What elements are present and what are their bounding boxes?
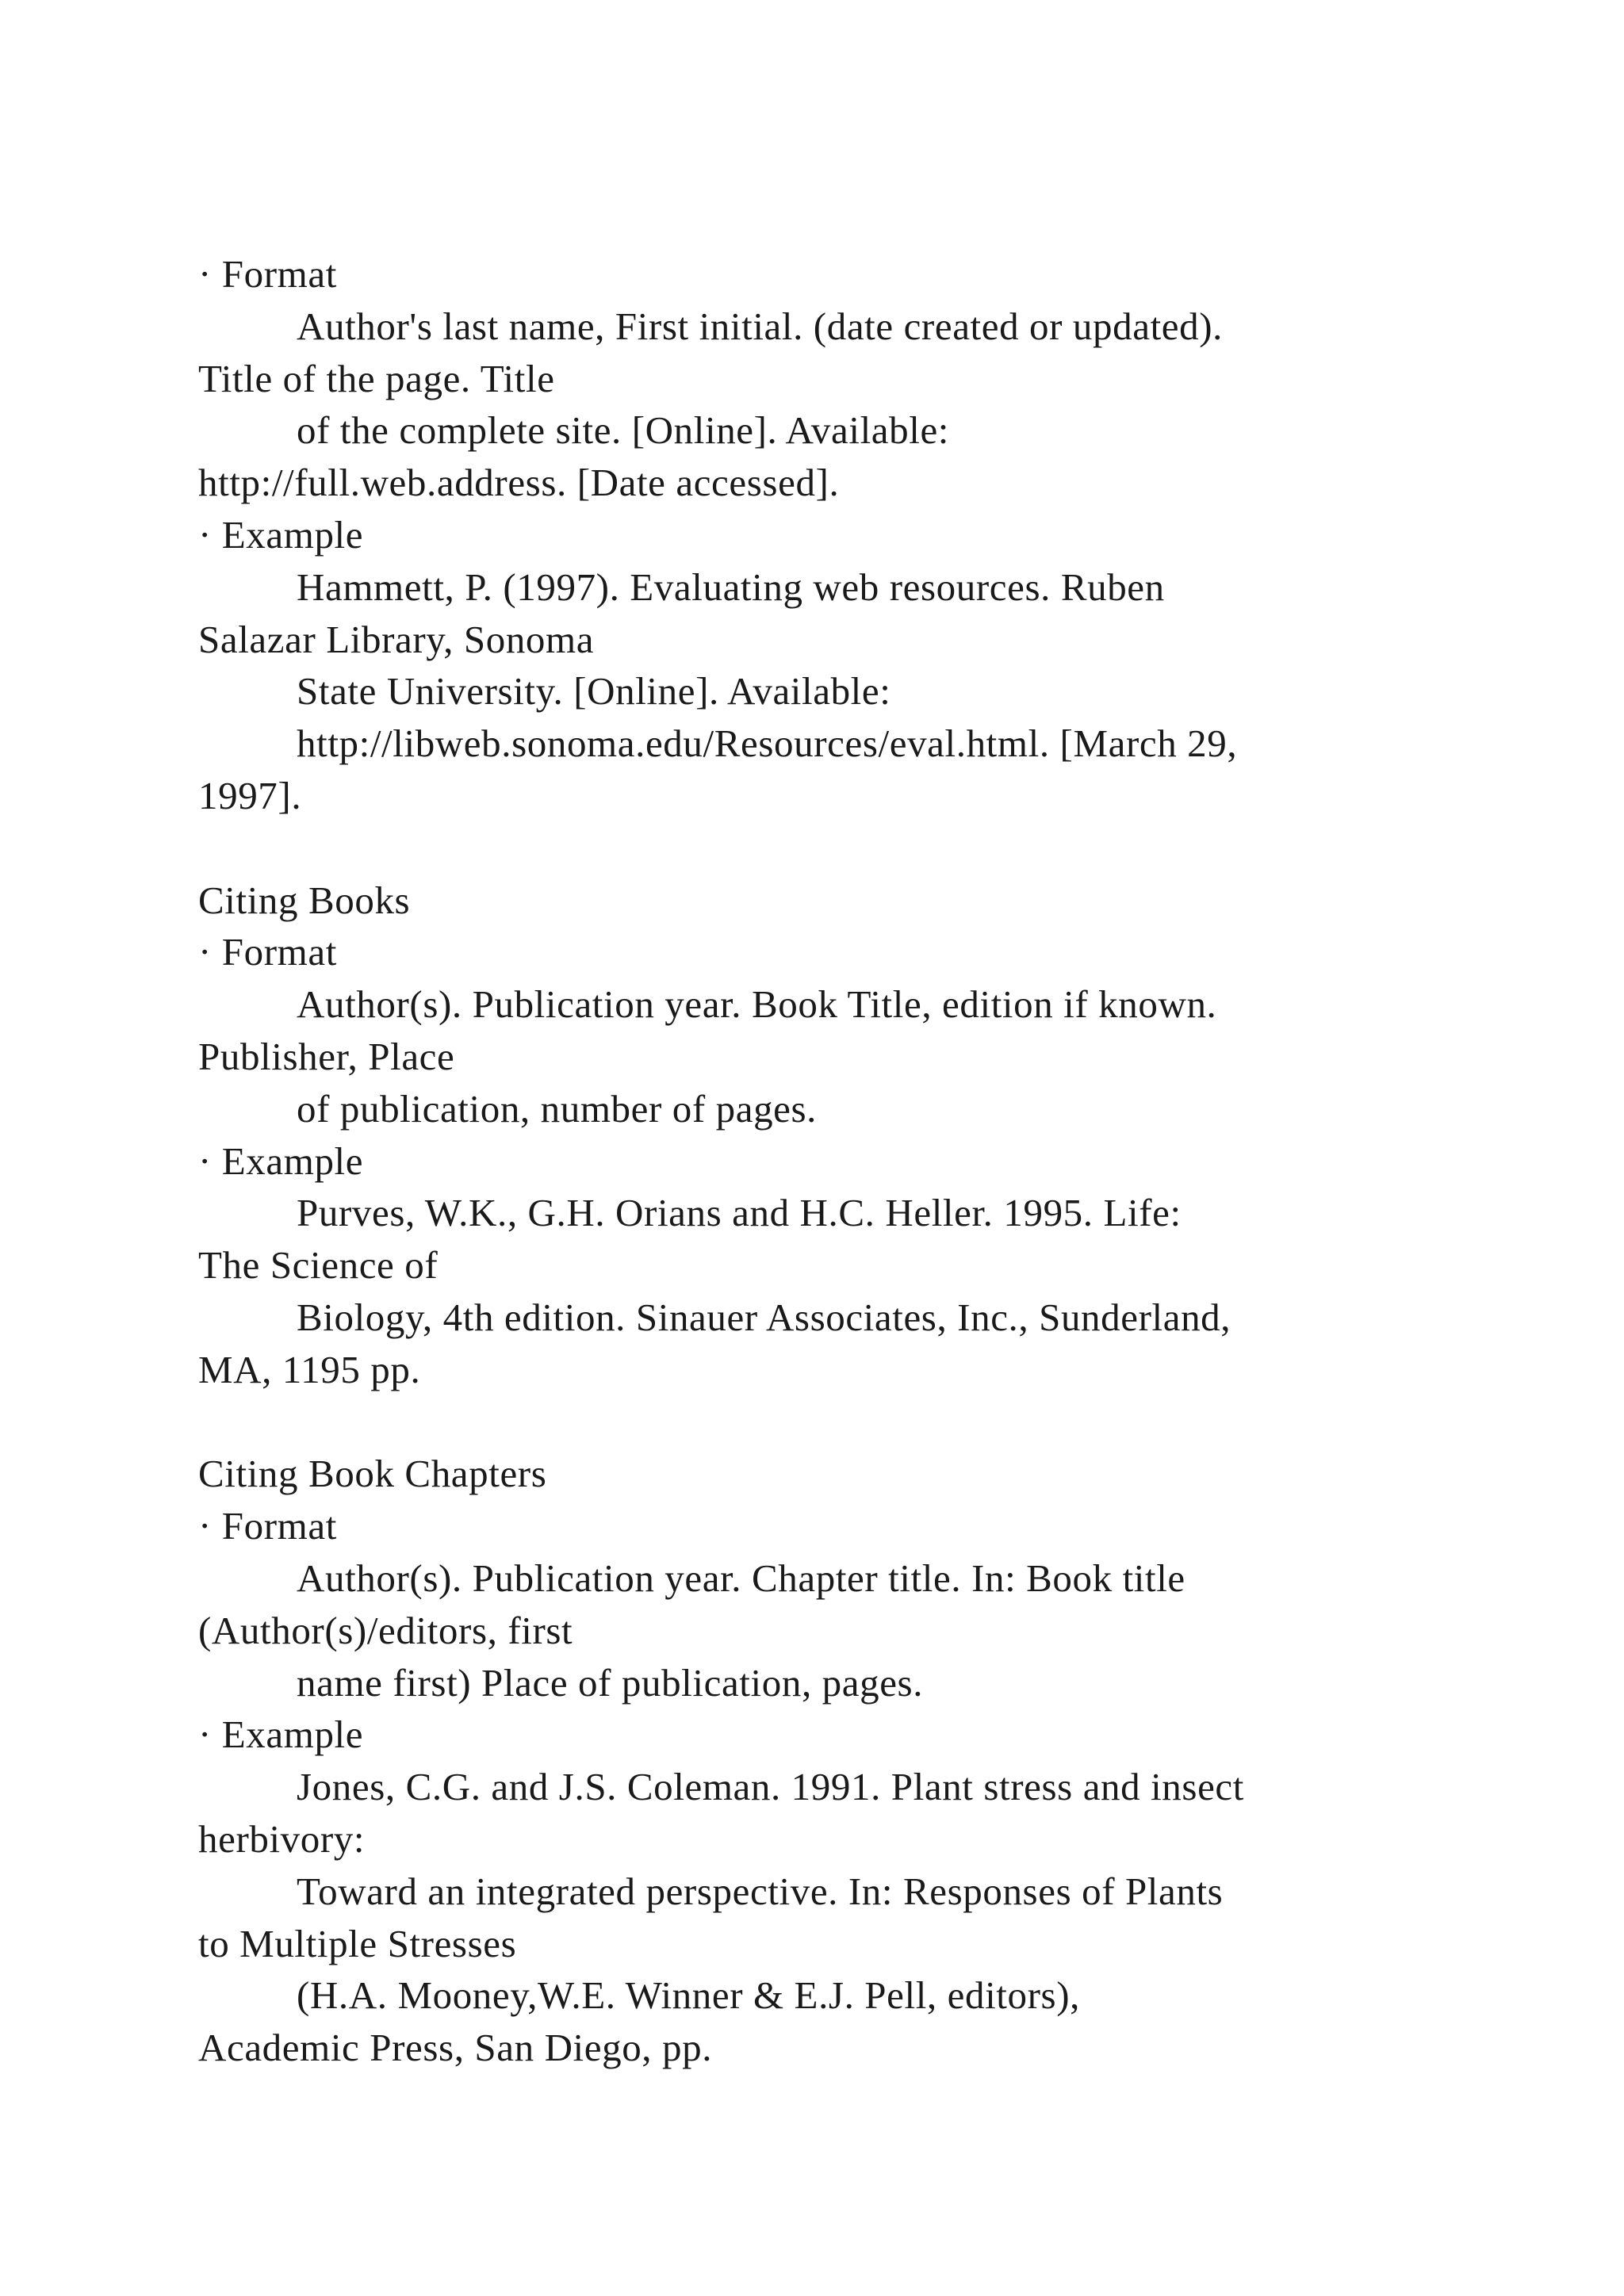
text-line: The Science of: [198, 1243, 439, 1288]
text-line: herbivory:: [198, 1816, 366, 1861]
text-line: Publisher, Place: [198, 1034, 455, 1078]
text-line: http://full.web.address. [Date accessed].: [198, 461, 840, 505]
text-line: Citing Book Chapters: [198, 1452, 547, 1496]
text-line: 1997].: [198, 773, 302, 817]
blank-line: [198, 1396, 1546, 1448]
text-line: (H.A. Mooney,W.E. Winner & E.J. Pell, editors),: [297, 1973, 1080, 2018]
text-line: Author's last name, First initial. (date created or updated).: [297, 304, 1224, 348]
text-line: name first) Place of publication, pages.: [297, 1660, 924, 1705]
blank-line: [198, 822, 1546, 874]
text-line: to Multiple Stresses: [198, 1921, 517, 1965]
document-body: [198, 248, 1546, 2074]
text-line: Academic Press, San Diego, pp.: [198, 2026, 713, 2070]
text-line: Purves, W.K., G.H. Orians and H.C. Heller. 1995. Life:: [297, 1191, 1182, 1235]
text-line: State University. [Online]. Available:: [297, 669, 891, 714]
text-line: Citing Books: [198, 878, 411, 922]
text-line: · Format: [198, 930, 337, 974]
text-line: MA, 1195 pp.: [198, 1347, 421, 1391]
text-line: of the complete site. [Online]. Available:: [297, 408, 950, 453]
text-line: Jones, C.G. and J.S. Coleman. 1991. Plant stress and insect: [297, 1765, 1244, 1809]
text-line: · Format: [198, 1504, 337, 1548]
text-line: Title of the page. Title: [198, 356, 555, 400]
text-line: Hammett, P. (1997). Evaluating web resources. Ruben: [297, 564, 1165, 609]
text-line: Author(s). Publication year. Chapter title. In: Book title: [297, 1556, 1185, 1600]
text-line: (Author(s)/editors, first: [198, 1608, 573, 1652]
text-line: of publication, number of pages.: [297, 1086, 818, 1131]
text-line: · Format: [198, 252, 337, 296]
text-line: · Example: [198, 1712, 364, 1757]
text-line: Salazar Library, Sonoma: [198, 617, 595, 661]
text-line: · Example: [198, 512, 364, 557]
text-line: Toward an integrated perspective. In: Responses of Plants: [297, 1869, 1224, 1913]
text-line: Biology, 4th edition. Sinauer Associates, Inc., Sunderland,: [297, 1295, 1231, 1339]
text-line: http://libweb.sonoma.edu/Resources/eval.html. [March 29,: [297, 721, 1238, 766]
text-line: Author(s). Publication year. Book Title, edition if known.: [297, 982, 1217, 1027]
text-line: · Example: [198, 1138, 364, 1183]
